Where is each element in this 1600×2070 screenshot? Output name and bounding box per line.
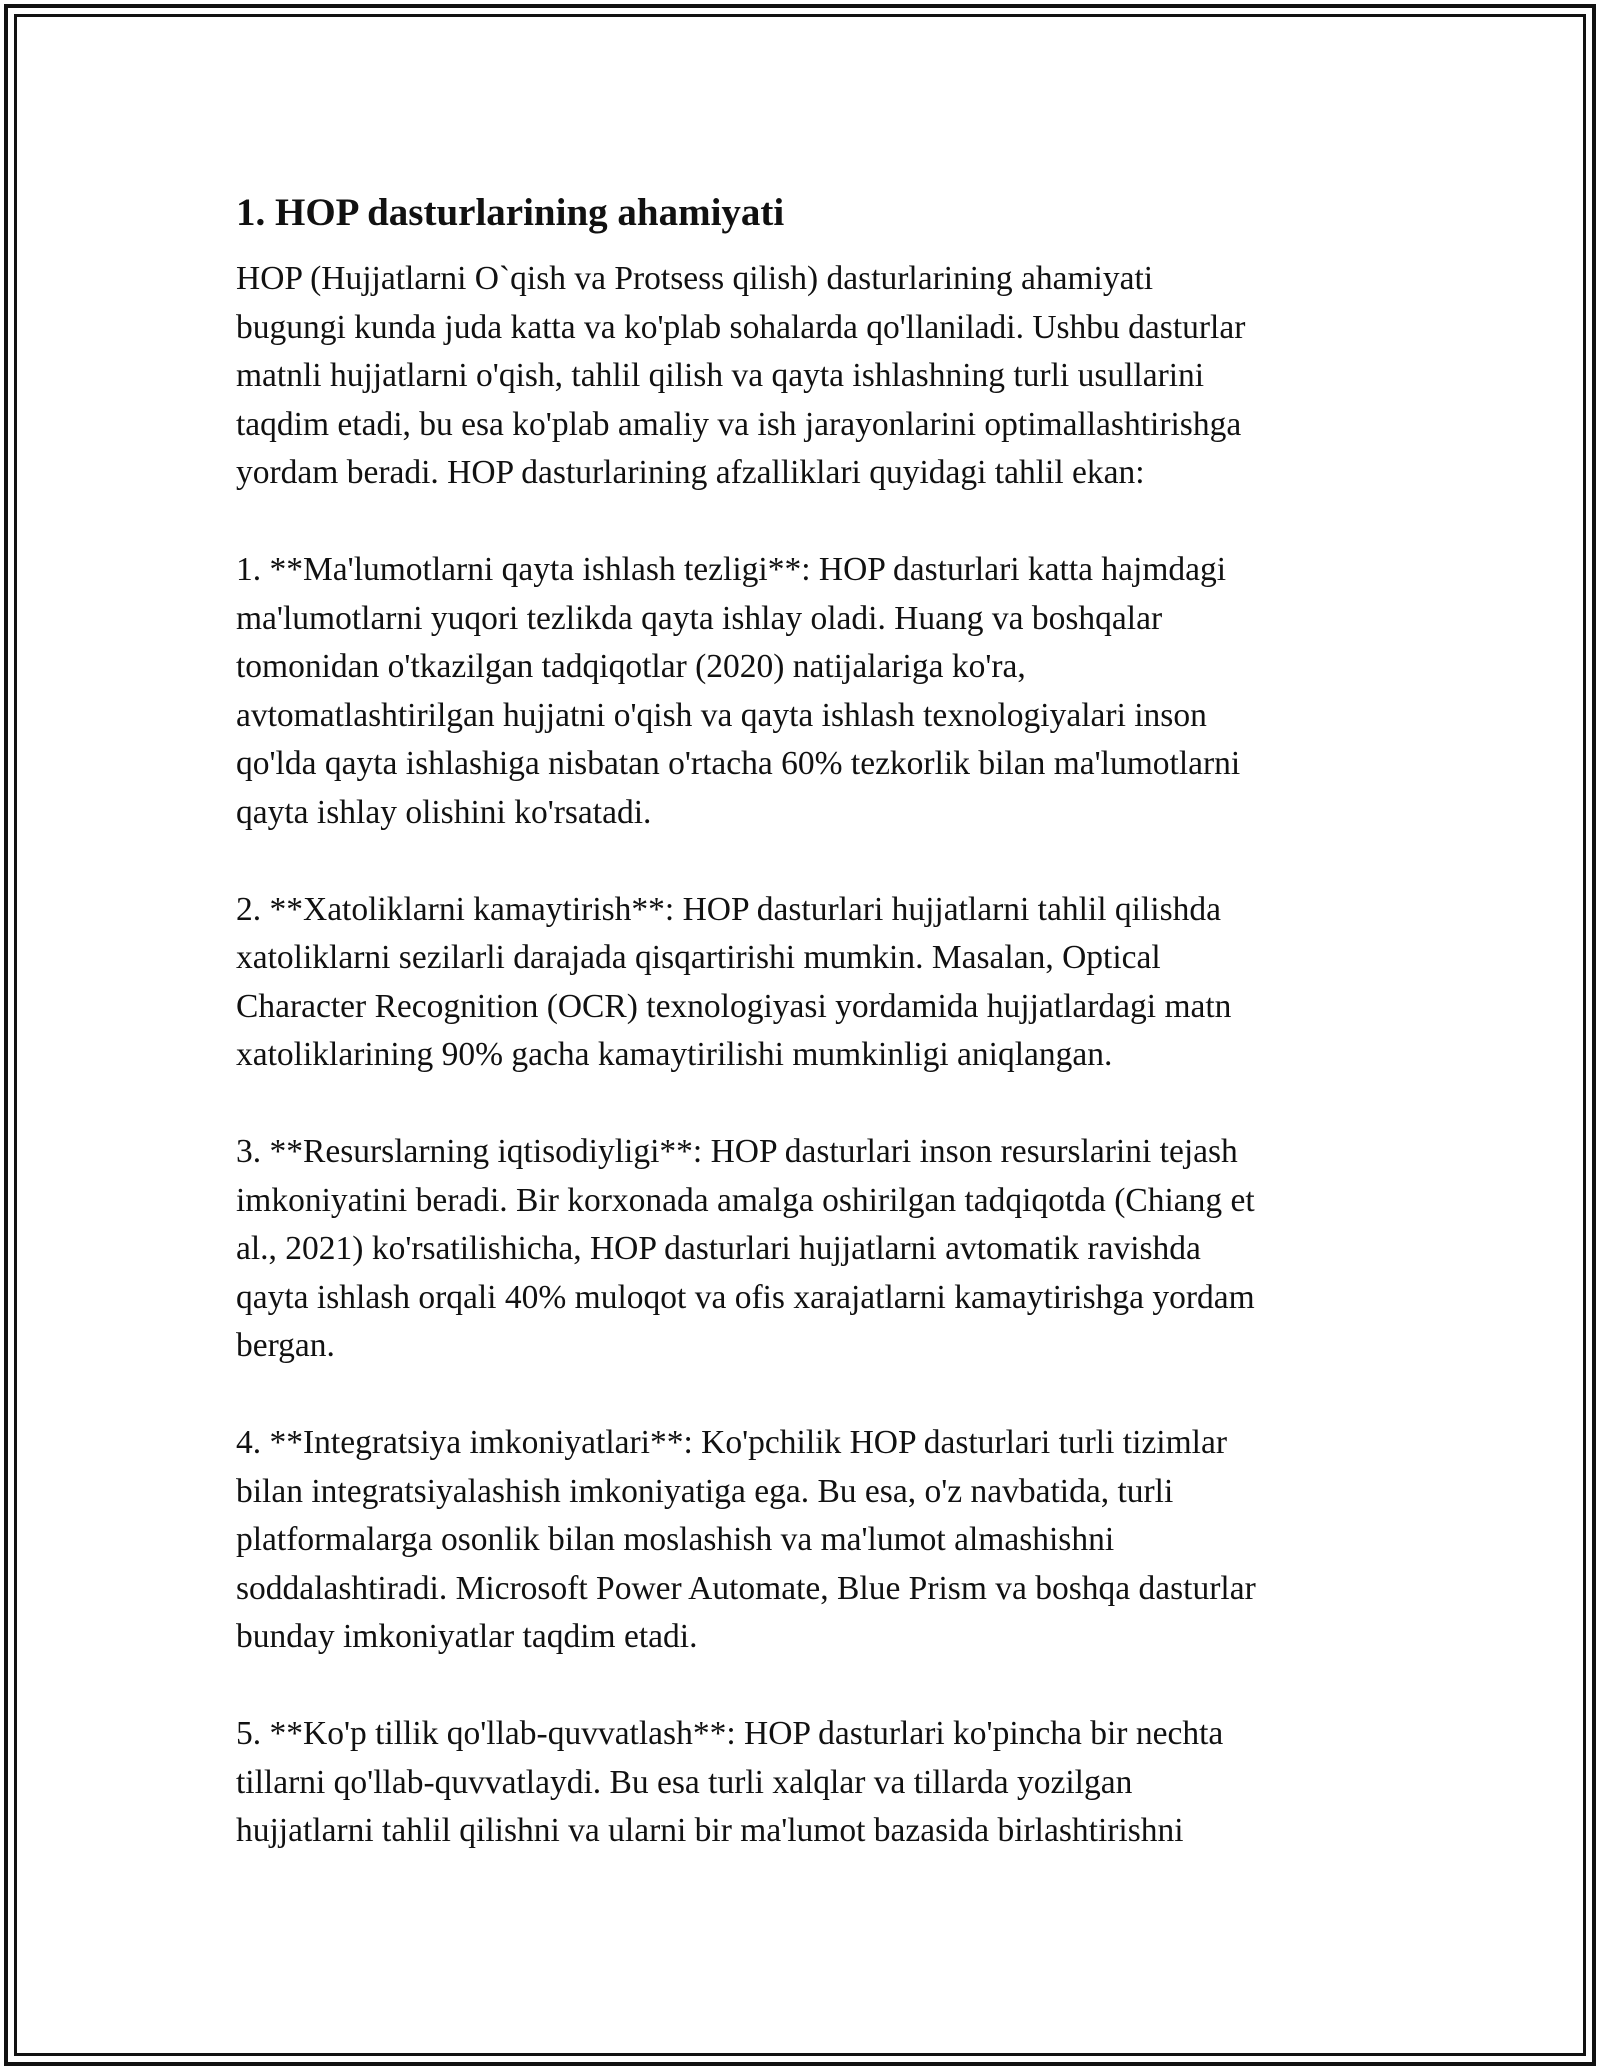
- list-item-paragraph: [236, 1128, 1366, 1371]
- document-body: [236, 185, 1366, 1904]
- text-line: taqdim etadi, bu esa ko'plab amaliy va ish jarayonlarini optimallashtirishga: [236, 405, 1242, 443]
- text-line: 2. **Xatoliklarni kamaytirish**: HOP dasturlari hujjatlarni tahlil qilishda: [236, 890, 1221, 928]
- text-line: bergan.: [236, 1327, 335, 1364]
- text-line: ma'lumotlarni yuqori tezlikda qayta ishlay oladi. Huang va boshqalar: [236, 599, 1163, 637]
- intro-paragraph: [236, 255, 1366, 498]
- list-item-paragraph: [236, 886, 1366, 1080]
- text-line: qo'lda qayta ishlashiga nisbatan o'rtacha 60% tezkorlik bilan ma'lumotlarni: [236, 745, 1241, 782]
- text-line: platformalarga osonlik bilan moslashish va ma'lumot almashishni: [236, 1521, 1115, 1558]
- text-line: hujjatlarni tahlil qilishni va ularni bir ma'lumot bazasida birlashtirishni: [236, 1812, 1184, 1849]
- text-line: imkoniyatini beradi. Bir korxonada amalga oshirilgan tadqiqotda (Chiang et: [236, 1181, 1255, 1219]
- text-line: matnli hujjatlarni o'qish, tahlil qilish va qayta ishlashning turli usullarini: [236, 357, 1205, 394]
- text-line: avtomatlashtirilgan hujjatni o'qish va qayta ishlash texnologiyalari inson: [236, 696, 1207, 734]
- text-line: al., 2021) ko'rsatilishicha, HOP dasturlari hujjatlarni avtomatik ravishda: [236, 1230, 1201, 1267]
- text-line: 1. **Ma'lumotlarni qayta ishlash tezligi**: HOP dasturlari katta hajmdagi: [236, 551, 1227, 588]
- text-line: tomonidan o'tkazilgan tadqiqotlar (2020) natijalariga ko'ra,: [236, 648, 1026, 685]
- text-line: 3. **Resurslarning iqtisodiyligi**: HOP dasturlari inson resurslarini tejash: [236, 1133, 1238, 1170]
- text-line: Character Recognition (OCR) texnologiyasi yordamida hujjatlardagi matn: [236, 987, 1232, 1025]
- text-line: 5. **Ko'p tillik qo'llab-quvvatlash**: HOP dasturlari ko'pincha bir nechta: [236, 1715, 1224, 1752]
- document-title: 1. HOP dasturlarining ahamiyati: [236, 191, 785, 234]
- list-item-paragraph: [236, 546, 1366, 837]
- text-line: xatoliklarni sezilarli darajada qisqartirishi mumkin. Masalan, Optical: [236, 939, 1161, 976]
- text-line: yordam beradi. HOP dasturlarining afzalliklari quyidagi tahlil ekan:: [236, 454, 1145, 491]
- text-line: soddalashtiradi. Microsoft Power Automate, Blue Prism va boshqa dasturlar: [236, 1569, 1256, 1607]
- text-line: HOP (Hujjatlarni O`qish va Protsess qilish) dasturlarining ahamiyati: [236, 260, 1154, 297]
- paragraph-list: [236, 255, 1366, 1856]
- list-item-paragraph: [236, 1419, 1366, 1662]
- text-line: xatoliklarining 90% gacha kamaytirilishi mumkinligi aniqlangan.: [236, 1036, 1113, 1073]
- text-line: qayta ishlash orqali 40% muloqot va ofis xarajatlarni kamaytirishga yordam: [236, 1278, 1255, 1316]
- list-item-paragraph: [236, 1710, 1366, 1856]
- text-line: qayta ishlay olishini ko'rsatadi.: [236, 793, 652, 831]
- text-line: bilan integratsiyalashish imkoniyatiga ega. Bu esa, o'z navbatida, turli: [236, 1472, 1174, 1510]
- text-line: bunday imkoniyatlar taqdim etadi.: [236, 1618, 698, 1655]
- text-line: 4. **Integratsiya imkoniyatlari**: Ko'pchilik HOP dasturlari turli tizimlar: [236, 1424, 1227, 1461]
- text-line: bugungi kunda juda katta va ko'plab sohalarda qo'llaniladi. Ushbu dasturlar: [236, 308, 1246, 346]
- text-line: tillarni qo'llab-quvvatlaydi. Bu esa turli xalqlar va tillarda yozilgan: [236, 1763, 1133, 1801]
